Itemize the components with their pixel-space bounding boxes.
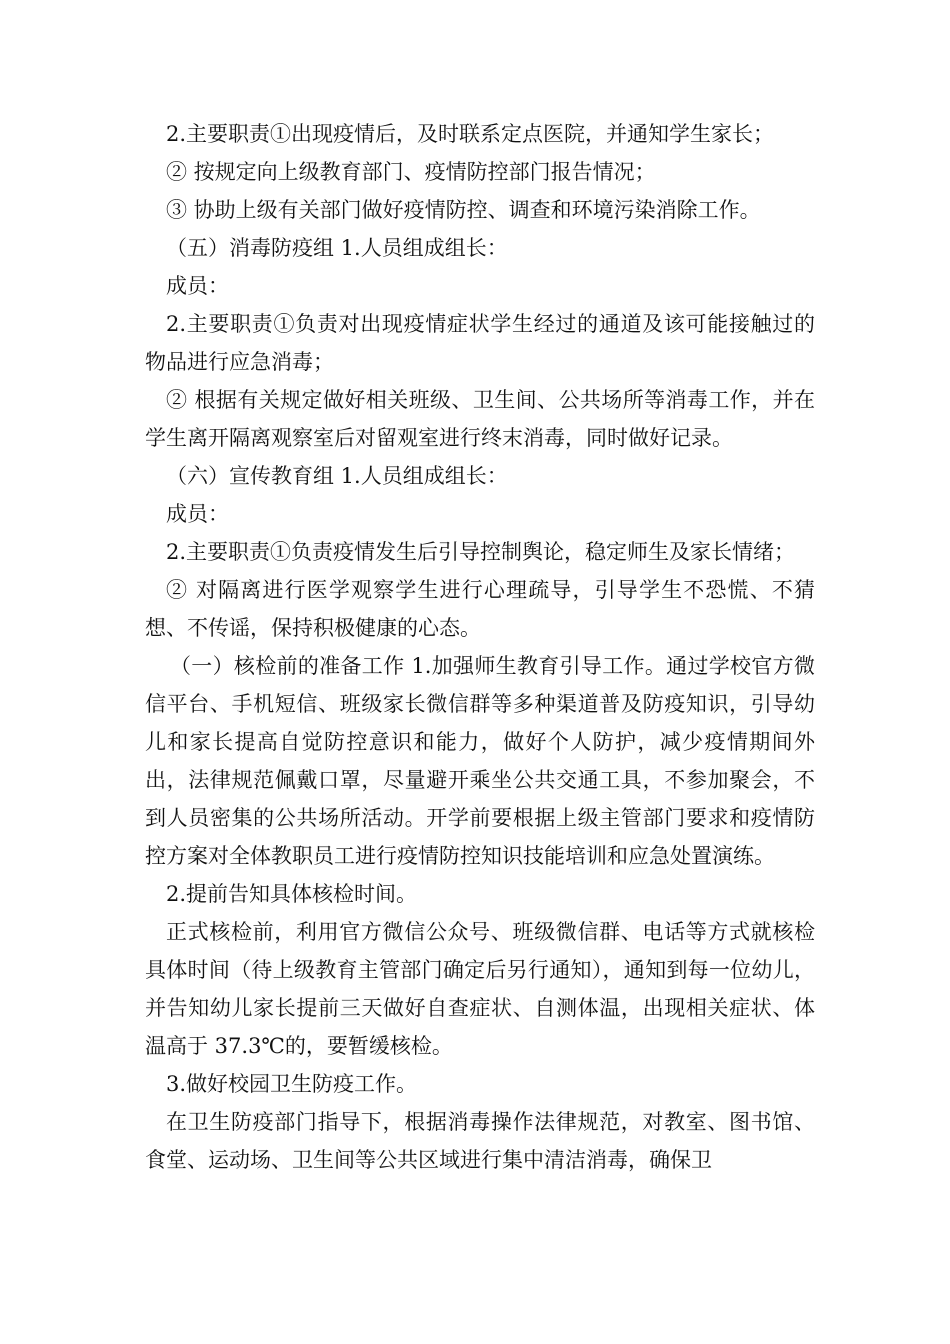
heading-campus-hygiene: 3.做好校园卫生防疫工作。: [166, 1072, 418, 1096]
paragraph-members-2: 成员：: [166, 502, 229, 526]
paragraph-members-1: 成员：: [166, 274, 229, 298]
paragraph-duties-3: 2.主要职责①负责疫情发生后引导控制舆论，稳定师生及家长情绪；: [166, 540, 796, 564]
paragraph-preparation: （一）核检前的准备工作 1.加强师生教育引导工作。通过学校官方微信平台、手机短信、班级家长微信群等多种渠道普及防疫知识，引导幼儿和家长提高自觉防控意识和能力，做好个人防护，减少疫情期间外出，法律规范佩戴口罩，尽量避开乘坐公共交通工具，不参加聚会，不到人员密集的公共场所活动。开学前要根据上级主管部门要求和疫情防控方案对全体教职员工进行疫情防控知识技能培训和应急处置演练。: [145, 654, 815, 868]
paragraph-notify-detail: 正式核检前，利用官方微信公众号、班级微信群、电话等方式就核检具体时间（待上级教育主管部门确定后另行通知），通知到每一位幼儿，并告知幼儿家长提前三天做好自查症状、自测体温，出现相关症状、体温高于 37.3℃的，要暂缓核检。: [145, 920, 815, 1058]
paragraph-report: ② 按规定向上级教育部门、疫情防控部门报告情况；: [166, 160, 656, 184]
paragraph-duties-2: 2.主要职责①负责对出现疫情症状学生经过的通道及该可能接触过的物品进行应急消毒；: [145, 312, 815, 374]
paragraph-counseling: ② 对隔离进行医学观察学生进行心理疏导，引导学生不恐慌、不猜想、不传谣，保持积极健康的心态。: [145, 578, 815, 640]
heading-disinfection-group: （五）消毒防疫组 1.人员组成组长：: [166, 236, 508, 260]
document-body: [145, 115, 815, 1179]
paragraph-disinfection-work: ② 根据有关规定做好相关班级、卫生间、公共场所等消毒工作，并在学生离开隔离观察室后对留观室进行终末消毒，同时做好记录。: [145, 388, 815, 450]
paragraph-hygiene-detail: 在卫生防疫部门指导下，根据消毒操作法律规范，对教室、图书馆、食堂、运动场、卫生间等公共区域进行集中清洁消毒，确保卫: [145, 1110, 815, 1172]
heading-publicity-group: （六）宣传教育组 1.人员组成组长：: [166, 464, 508, 488]
heading-notify-time: 2.提前告知具体核检时间。: [166, 882, 418, 906]
paragraph-assist: ③ 协助上级有关部门做好疫情防控、调查和环境污染消除工作。: [166, 198, 761, 222]
paragraph-duties-1: 2.主要职责①出现疫情后，及时联系定点医院，并通知学生家长；: [166, 122, 775, 146]
